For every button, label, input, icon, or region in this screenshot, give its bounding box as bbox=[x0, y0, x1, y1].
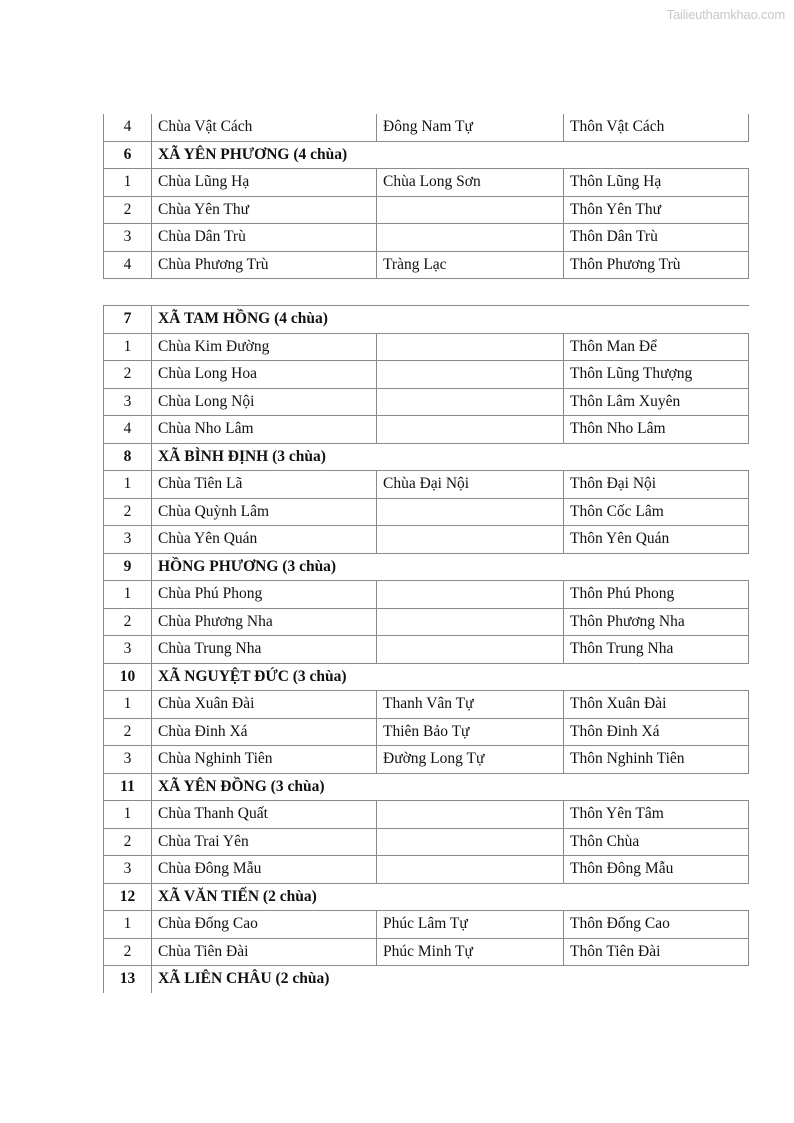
section-title: XÃ LIÊN CHÂU (2 chùa) bbox=[152, 966, 749, 993]
pagoda-table-part-2 bbox=[103, 305, 749, 993]
pagoda-name: Chùa Thanh Quất bbox=[152, 801, 377, 829]
row-number: 1 bbox=[104, 471, 152, 499]
table-row bbox=[104, 224, 749, 252]
table-row bbox=[104, 938, 749, 966]
pagoda-name: Chùa Yên Quán bbox=[152, 526, 377, 554]
table-row bbox=[104, 471, 749, 499]
pagoda-alias: Phúc Minh Tự bbox=[377, 938, 564, 966]
commune-section-row bbox=[104, 553, 749, 581]
table-row bbox=[104, 169, 749, 197]
pagoda-alias bbox=[377, 416, 564, 444]
section-title: HỒNG PHƯƠNG (3 chùa) bbox=[152, 553, 749, 581]
pagoda-name: Chùa Yên Thư bbox=[152, 196, 377, 224]
pagoda-alias bbox=[377, 636, 564, 664]
pagoda-name: Chùa Long Nội bbox=[152, 388, 377, 416]
pagoda-alias bbox=[377, 361, 564, 389]
pagoda-alias bbox=[377, 224, 564, 252]
pagoda-location: Thôn Phương Trù bbox=[564, 251, 749, 279]
pagoda-table-part-1 bbox=[103, 114, 749, 279]
pagoda-alias: Thiên Bảo Tự bbox=[377, 718, 564, 746]
table-row bbox=[104, 911, 749, 939]
commune-section-row bbox=[104, 306, 749, 334]
section-number: 9 bbox=[104, 553, 152, 581]
row-number: 2 bbox=[104, 196, 152, 224]
pagoda-name: Chùa Nghinh Tiên bbox=[152, 746, 377, 774]
row-number: 1 bbox=[104, 691, 152, 719]
table-row bbox=[104, 196, 749, 224]
pagoda-location: Thôn Chùa bbox=[564, 828, 749, 856]
pagoda-alias bbox=[377, 498, 564, 526]
row-number: 4 bbox=[104, 114, 152, 141]
pagoda-name: Chùa Dân Trù bbox=[152, 224, 377, 252]
pagoda-name: Chùa Lũng Hạ bbox=[152, 169, 377, 197]
section-number: 13 bbox=[104, 966, 152, 993]
row-number: 1 bbox=[104, 333, 152, 361]
row-number: 3 bbox=[104, 636, 152, 664]
pagoda-alias: Đông Nam Tự bbox=[377, 114, 564, 141]
pagoda-name: Chùa Trung Nha bbox=[152, 636, 377, 664]
row-number: 1 bbox=[104, 911, 152, 939]
pagoda-name: Chùa Long Hoa bbox=[152, 361, 377, 389]
section-title: XÃ NGUYỆT ĐỨC (3 chùa) bbox=[152, 663, 749, 691]
pagoda-location: Thôn Trung Nha bbox=[564, 636, 749, 664]
pagoda-name: Chùa Kim Đường bbox=[152, 333, 377, 361]
row-number: 2 bbox=[104, 828, 152, 856]
pagoda-location: Thôn Xuân Đài bbox=[564, 691, 749, 719]
commune-section-row bbox=[104, 141, 749, 169]
pagoda-location: Thôn Phú Phong bbox=[564, 581, 749, 609]
table-row bbox=[104, 608, 749, 636]
pagoda-name: Chùa Vật Cách bbox=[152, 114, 377, 141]
pagoda-name: Chùa Quỳnh Lâm bbox=[152, 498, 377, 526]
pagoda-alias bbox=[377, 388, 564, 416]
watermark: Tailieuthamkhao.com bbox=[666, 7, 785, 22]
section-number: 11 bbox=[104, 773, 152, 801]
table-row bbox=[104, 388, 749, 416]
pagoda-alias bbox=[377, 608, 564, 636]
pagoda-name: Chùa Xuân Đài bbox=[152, 691, 377, 719]
pagoda-name: Chùa Tiên Đài bbox=[152, 938, 377, 966]
section-title: XÃ YÊN PHƯƠNG (4 chùa) bbox=[152, 141, 749, 169]
pagoda-alias bbox=[377, 526, 564, 554]
table-row bbox=[104, 498, 749, 526]
row-number: 2 bbox=[104, 718, 152, 746]
pagoda-location: Thôn Tiên Đài bbox=[564, 938, 749, 966]
pagoda-alias bbox=[377, 856, 564, 884]
pagoda-location: Thôn Đinh Xá bbox=[564, 718, 749, 746]
table-row bbox=[104, 636, 749, 664]
commune-section-row bbox=[104, 663, 749, 691]
row-number: 4 bbox=[104, 416, 152, 444]
pagoda-location: Thôn Yên Thư bbox=[564, 196, 749, 224]
section-number: 6 bbox=[104, 141, 152, 169]
pagoda-name: Chùa Đông Mẫu bbox=[152, 856, 377, 884]
row-number: 4 bbox=[104, 251, 152, 279]
pagoda-alias bbox=[377, 196, 564, 224]
pagoda-name: Chùa Phú Phong bbox=[152, 581, 377, 609]
pagoda-location: Thôn Lâm Xuyên bbox=[564, 388, 749, 416]
pagoda-alias: Thanh Vân Tự bbox=[377, 691, 564, 719]
section-number: 10 bbox=[104, 663, 152, 691]
pagoda-location: Thôn Phương Nha bbox=[564, 608, 749, 636]
pagoda-name: Chùa Tiên Lã bbox=[152, 471, 377, 499]
commune-section-row bbox=[104, 773, 749, 801]
pagoda-name: Chùa Trai Yên bbox=[152, 828, 377, 856]
pagoda-location: Thôn Nho Lâm bbox=[564, 416, 749, 444]
row-number: 3 bbox=[104, 388, 152, 416]
section-number: 8 bbox=[104, 443, 152, 471]
row-number: 1 bbox=[104, 581, 152, 609]
pagoda-name: Chùa Phương Trù bbox=[152, 251, 377, 279]
pagoda-name: Chùa Nho Lâm bbox=[152, 416, 377, 444]
pagoda-alias: Tràng Lạc bbox=[377, 251, 564, 279]
pagoda-name: Chùa Phương Nha bbox=[152, 608, 377, 636]
table-row bbox=[104, 828, 749, 856]
row-number: 3 bbox=[104, 526, 152, 554]
commune-section-row bbox=[104, 883, 749, 911]
pagoda-alias: Phúc Lâm Tự bbox=[377, 911, 564, 939]
row-number: 3 bbox=[104, 856, 152, 884]
pagoda-location: Thôn Lũng Thượng bbox=[564, 361, 749, 389]
pagoda-alias bbox=[377, 828, 564, 856]
table-row bbox=[104, 718, 749, 746]
row-number: 2 bbox=[104, 498, 152, 526]
pagoda-alias: Chùa Long Sơn bbox=[377, 169, 564, 197]
section-title: XÃ VĂN TIẾN (2 chùa) bbox=[152, 883, 749, 911]
section-title: XÃ BÌNH ĐỊNH (3 chùa) bbox=[152, 443, 749, 471]
table-row bbox=[104, 856, 749, 884]
pagoda-alias bbox=[377, 801, 564, 829]
pagoda-location: Thôn Vật Cách bbox=[564, 114, 749, 141]
table-row bbox=[104, 416, 749, 444]
section-number: 7 bbox=[104, 306, 152, 334]
row-number: 2 bbox=[104, 938, 152, 966]
commune-section-row bbox=[104, 966, 749, 993]
pagoda-alias bbox=[377, 581, 564, 609]
row-number: 2 bbox=[104, 361, 152, 389]
pagoda-alias bbox=[377, 333, 564, 361]
table-row bbox=[104, 526, 749, 554]
row-number: 3 bbox=[104, 746, 152, 774]
pagoda-location: Thôn Man Để bbox=[564, 333, 749, 361]
pagoda-alias: Chùa Đại Nội bbox=[377, 471, 564, 499]
pagoda-location: Thôn Cốc Lâm bbox=[564, 498, 749, 526]
section-title: XÃ YÊN ĐỒNG (3 chùa) bbox=[152, 773, 749, 801]
pagoda-location: Thôn Yên Tâm bbox=[564, 801, 749, 829]
pagoda-location: Thôn Lũng Hạ bbox=[564, 169, 749, 197]
table-row bbox=[104, 114, 749, 141]
pagoda-name: Chùa Đinh Xá bbox=[152, 718, 377, 746]
pagoda-location: Thôn Đống Cao bbox=[564, 911, 749, 939]
table-row bbox=[104, 333, 749, 361]
section-title: XÃ TAM HỒNG (4 chùa) bbox=[152, 306, 749, 334]
pagoda-location: Thôn Yên Quán bbox=[564, 526, 749, 554]
pagoda-name: Chùa Đống Cao bbox=[152, 911, 377, 939]
row-number: 1 bbox=[104, 169, 152, 197]
table-row bbox=[104, 801, 749, 829]
pagoda-location: Thôn Nghinh Tiên bbox=[564, 746, 749, 774]
table-row bbox=[104, 691, 749, 719]
row-number: 1 bbox=[104, 801, 152, 829]
commune-section-row bbox=[104, 443, 749, 471]
pagoda-location: Thôn Đại Nội bbox=[564, 471, 749, 499]
pagoda-location: Thôn Dân Trù bbox=[564, 224, 749, 252]
pagoda-alias: Đường Long Tự bbox=[377, 746, 564, 774]
row-number: 3 bbox=[104, 224, 152, 252]
row-number: 2 bbox=[104, 608, 152, 636]
table-row bbox=[104, 251, 749, 279]
pagoda-location: Thôn Đông Mẫu bbox=[564, 856, 749, 884]
table-row bbox=[104, 581, 749, 609]
section-number: 12 bbox=[104, 883, 152, 911]
table-row bbox=[104, 361, 749, 389]
table-row bbox=[104, 746, 749, 774]
